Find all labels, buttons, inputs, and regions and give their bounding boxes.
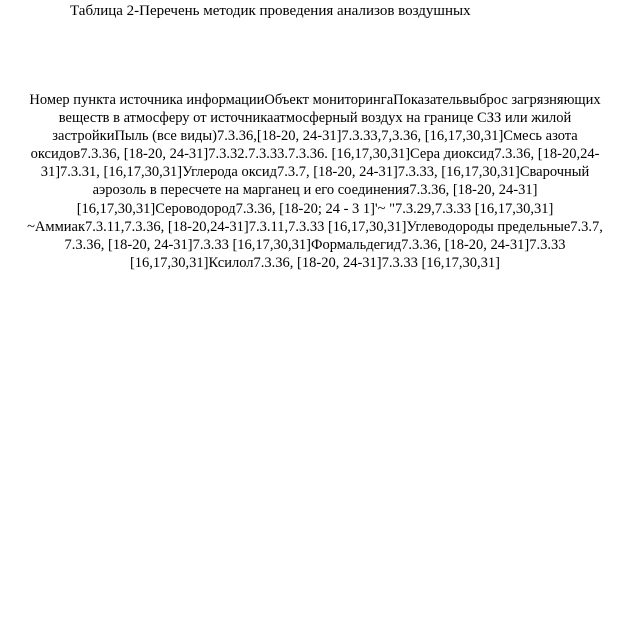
- document-title: Таблица 2-Перечень методик проведения анализов воздушных: [70, 3, 471, 19]
- table-flattened-text: Номер пункта источника информацииОбъект мониторингаПоказательвыброс загрязняющих веществ в атмосферу от источникаатмосферный воздух на границе СЗЗ или жилой застройкиПыль (все виды)7.3.36,[18-20, 24-31]7.3.33,7,3.36, [16,17,30,31]Смесь азота оксидов7.3.36, [18-20, 24-31]7.3.32.7.3.33.7.3.36. [16,17,30,31]Сера диоксид7.3.36, [18-20,24-31]7.3.31, [16,17,30,31]Углерода оксид7.3.7, [18-20, 24-31]7.3.33, [16,17,30,31]Сварочный аэрозоль в пересчете на марганец и его соединения7.3.36, [18-20, 24-31][16,17,30,31]Сероводород7.3.36, [18-20; 24 - 3 1]'~ "7.3.29,7.3.33 [16,17,30,31] ~Аммиак7.3.11,7.3.36, [18-20,24-31]7.3.11,7.3.33 [16,17,30,31]Углеводороды предельные7.3.7, 7.3.36, [18-20, 24-31]7.3.33 [16,17,30,31]Формальдегид7.3.36, [18-20, 24-31]7.3.33 [16,17,30,31]Ксилол7.3.36, [18-20, 24-31]7.3.33 [16,17,30,31]: [27, 92, 603, 271]
